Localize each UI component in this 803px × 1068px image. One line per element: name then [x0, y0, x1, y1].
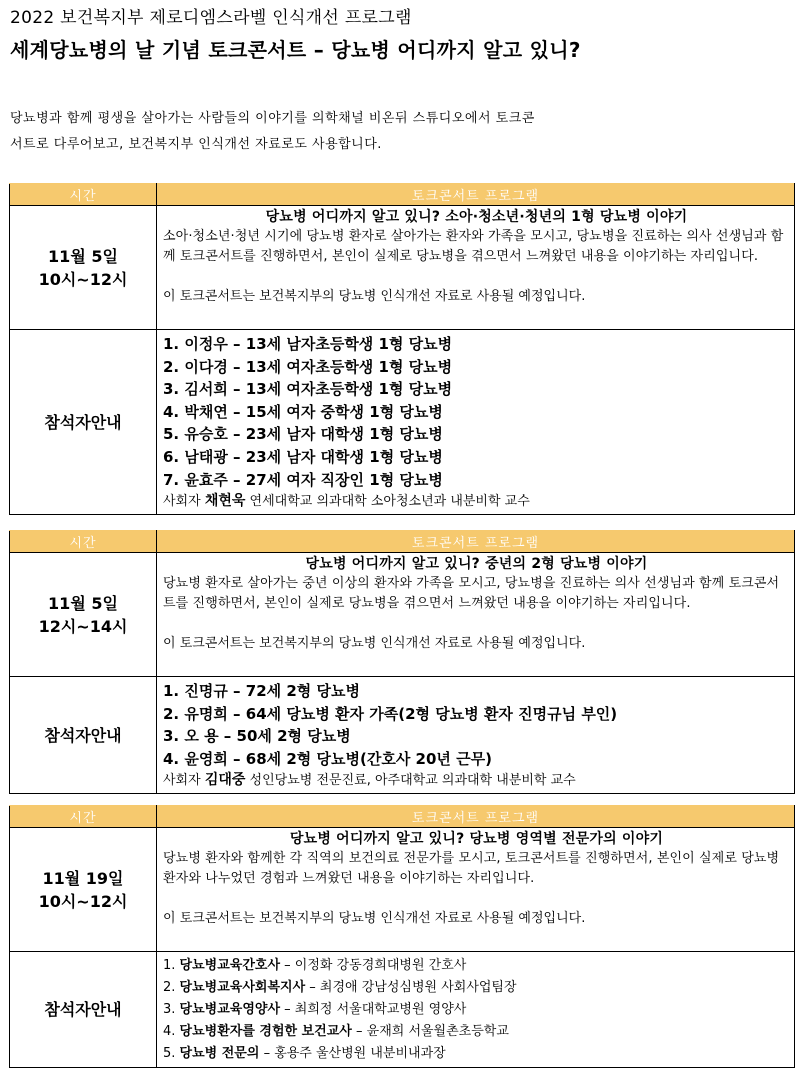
attendee-item: 7. 윤효주 – 27세 여자 직장인 1형 당뇨병 — [163, 470, 443, 489]
session-time: 12시~14시 — [38, 616, 128, 636]
program-description: 소아·청소년·청년 시기에 당뇨병 환자로 살아가는 환자와 가족을 모시고, 당뇨병을 진료하는 의사 선생님과 함께 토크콘서트를 진행하면서, 본인이 실제로 당뇨병을 겪으면서 느껴왔던 내용을 이야기하는 자리입니다. — [163, 229, 784, 264]
session-datetime — [10, 553, 157, 677]
attendees-cell — [157, 330, 795, 515]
expert-role: 당뇨병교육영양사 — [179, 1002, 281, 1017]
attendees-label: 참석자안내 — [10, 677, 157, 794]
attendee-item: 6. 남태광 – 23세 남자 대학생 1형 당뇨병 — [163, 447, 443, 466]
attendees-cell — [157, 677, 795, 794]
moderator-name: 김대중 — [204, 772, 246, 789]
moderator-line — [163, 770, 790, 791]
attendee-item: 2. 이다경 – 13세 여자초등학생 1형 당뇨병 — [163, 357, 453, 376]
expert-number: 3. — [163, 1002, 176, 1017]
intro-line: 당뇨병과 함께 평생을 살아가는 사람들의 이야기를 의학채널 비온뒤 스튜디오에서 토크콘 — [10, 111, 535, 126]
program-title: 당뇨병 어디까지 알고 있니? 당뇨병 영역별 전문가의 이야기 — [289, 831, 664, 847]
moderator-prefix: 사회자 — [163, 494, 201, 510]
program-header: 토크콘서트 프로그램 — [157, 806, 795, 828]
attendee-item: 2. 유명희 – 64세 당뇨병 환자 가족(2형 당뇨병 환자 진명규님 부인) — [163, 704, 618, 723]
attendee-item: 4. 윤영희 – 68세 2형 당뇨병(간호사 20년 근무) — [163, 749, 492, 768]
moderator-name: 채현욱 — [204, 493, 246, 510]
attendee-item: 1. 진명규 – 72세 2형 당뇨병 — [163, 682, 360, 700]
moderator-info: 성인당뇨병 전문진료, 아주대학교 의과대학 내분비학 교수 — [249, 773, 576, 789]
session-table-2 — [9, 530, 795, 794]
expert-info: – 윤재희 서울월촌초등학교 — [356, 1024, 509, 1039]
moderator-prefix: 사회자 — [163, 773, 201, 789]
program-cell — [157, 828, 795, 952]
expert-info: – 최경애 강남성심병원 사회사업팀장 — [309, 980, 517, 995]
expert-item — [163, 955, 790, 977]
intro-line: 서트로 다루어보고, 보건복지부 인식개선 자료로도 사용합니다. — [10, 137, 382, 152]
expert-number: 4. — [163, 1024, 176, 1039]
expert-role: 당뇨병교육간호사 — [179, 958, 281, 973]
program-subtitle: 2022 보건복지부 제로디엠스라벨 인식개선 프로그램 — [10, 8, 412, 28]
moderator-info: 연세대학교 의과대학 소아청소년과 내분비학 교수 — [249, 494, 530, 510]
attendee-item: 1. 이정우 – 13세 남자초등학생 1형 당뇨병 — [163, 335, 453, 353]
attendee-item: 3. 오 용 – 50세 2형 당뇨병 — [163, 727, 351, 746]
expert-number: 1. — [163, 958, 176, 973]
time-header: 시간 — [10, 806, 157, 828]
intro-text — [10, 106, 535, 158]
session-table-1 — [9, 183, 795, 515]
attendees-label: 참석자안내 — [10, 952, 157, 1068]
program-title: 당뇨병 어디까지 알고 있니? 소아·청소년·청년의 1형 당뇨병 이야기 — [265, 209, 688, 225]
program-description: 당뇨병 환자와 함께한 각 직역의 보건의료 전문가를 모시고, 토크콘서트를 진행하면서, 본인이 실제로 당뇨병 환자와 나누었던 경험과 느껴왔던 내용을 이야기하는 자리입니다. — [163, 851, 780, 886]
session-time: 10시~12시 — [38, 269, 128, 289]
session-date: 11월 5일 — [48, 246, 118, 266]
program-header: 토크콘서트 프로그램 — [157, 531, 795, 553]
attendee-item: 5. 유승호 – 23세 남자 대학생 1형 당뇨병 — [163, 425, 443, 444]
time-header: 시간 — [10, 184, 157, 206]
program-description: 당뇨병 환자로 살아가는 중년 이상의 환자와 가족을 모시고, 당뇨병을 진료하는 의사 선생님과 함께 토크콘서트를 진행하면서, 본인이 실제로 당뇨병을 겪으면서 느껴왔던 내용을 이야기하는 자리입니다. — [163, 576, 780, 611]
program-header: 토크콘서트 프로그램 — [157, 184, 795, 206]
expert-number: 2. — [163, 980, 176, 995]
expert-info: – 최희정 서울대학교병원 영양사 — [284, 1002, 467, 1017]
session-table-3 — [9, 805, 795, 1068]
expert-info: – 홍용주 울산병원 내분비내과장 — [263, 1046, 446, 1061]
session-time: 10시~12시 — [38, 891, 128, 911]
expert-item — [163, 1021, 790, 1043]
attendees-label: 참석자안내 — [10, 330, 157, 515]
session-datetime — [10, 828, 157, 952]
program-note: 이 토크콘서트는 보건복지부의 당뇨병 인식개선 자료로 사용될 예정입니다. — [163, 636, 586, 651]
expert-item — [163, 999, 790, 1021]
attendees-cell — [157, 952, 795, 1068]
expert-role: 당뇨병교육사회복지사 — [179, 980, 306, 995]
program-cell — [157, 553, 795, 677]
session-date: 11월 5일 — [48, 593, 118, 613]
expert-item — [163, 977, 790, 999]
attendee-item: 4. 박채연 – 15세 여자 중학생 1형 당뇨병 — [163, 402, 443, 421]
program-note: 이 토크콘서트는 보건복지부의 당뇨병 인식개선 자료로 사용될 예정입니다. — [163, 911, 586, 926]
moderator-line — [163, 491, 790, 512]
expert-item — [163, 1043, 790, 1065]
time-header: 시간 — [10, 531, 157, 553]
program-note: 이 토크콘서트는 보건복지부의 당뇨병 인식개선 자료로 사용될 예정입니다. — [163, 289, 586, 304]
expert-info: – 이정화 강동경희대병원 간호사 — [284, 958, 467, 973]
page-title: 세계당뇨병의 날 기념 토크콘서트 – 당뇨병 어디까지 알고 있니? — [10, 38, 581, 62]
expert-role: 당뇨병환자를 경험한 보건교사 — [179, 1024, 352, 1039]
program-title: 당뇨병 어디까지 알고 있니? 중년의 2형 당뇨병 이야기 — [305, 556, 648, 572]
expert-number: 5. — [163, 1046, 176, 1061]
program-cell — [157, 206, 795, 330]
expert-role: 당뇨병 전문의 — [179, 1046, 260, 1061]
session-date: 11월 19일 — [42, 868, 124, 888]
attendee-item: 3. 김서희 – 13세 여자초등학생 1형 당뇨병 — [163, 380, 453, 399]
session-datetime — [10, 206, 157, 330]
